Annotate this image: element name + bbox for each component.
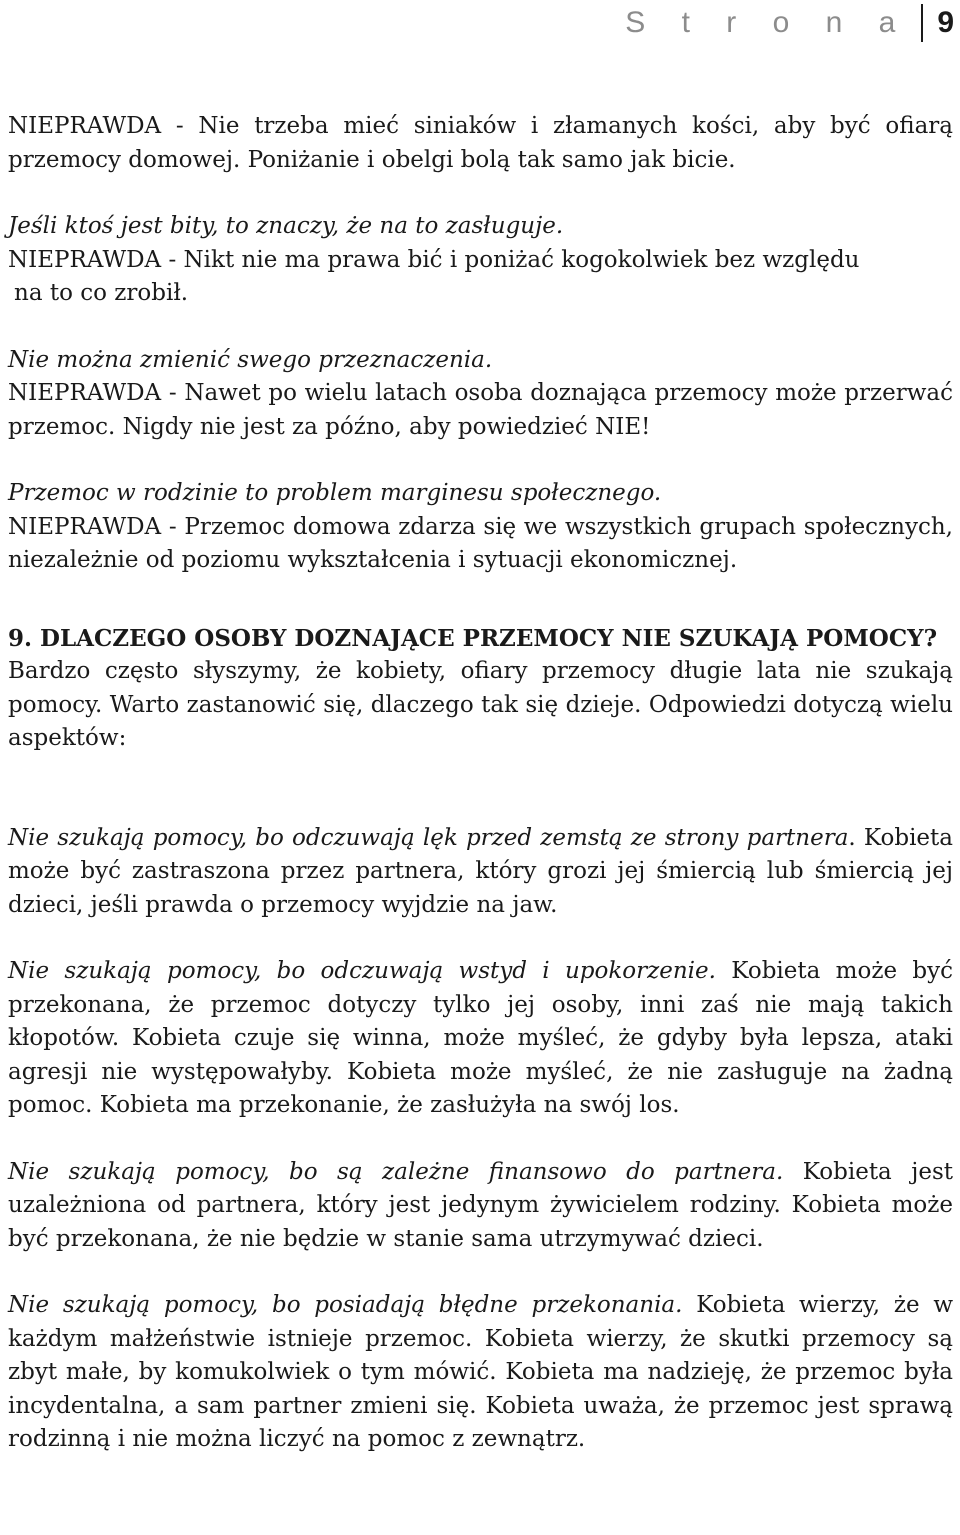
reason-paragraph-fear: [8, 822, 953, 923]
myth-statement: Przemoc w rodzinie to problem marginesu społecznego.: [8, 480, 662, 506]
reason-text: Kobieta jest uzależniona od partnera, który jest jedynym żywicielem rodziny. Kobieta może być przekonana, że nie będzie w stanie sama utrzymywać dzieci.: [8, 1158, 954, 1252]
paragraph-myth-2: [8, 210, 953, 311]
myth-statement: Nie można zmienić swego przeznaczenia.: [8, 346, 493, 373]
reason-lead: Nie szukają pomocy, bo odczuwają lęk przed zemstą ze strony partnera: [8, 824, 849, 851]
truth-statement: NIEPRAWDA - Przemoc domowa zdarza się we wszystkich grupach społecznych, niezależnie od poziomu wykształcenia i sytuacji ekonomicznej.: [8, 513, 953, 573]
myth-statement: Jeśli ktoś jest bity, to znaczy, że na to zasługuje.: [8, 213, 564, 239]
truth-statement: NIEPRAWDA - Nawet po wielu latach osoba doznająca przemocy może przerwać przemoc. Nigdy nie jest za późno, aby powiedzieć NIE!: [8, 380, 953, 440]
reason-lead: Nie szukają pomocy, bo posiadają błędne przekonania.: [8, 1292, 683, 1318]
reason-paragraph-financial: [8, 1156, 953, 1257]
reason-lead: Nie szukają pomocy, bo odczuwają wstyd i upokorzenie.: [8, 958, 716, 984]
truth-statement: NIEPRAWDA - Nikt nie ma prawa bić i poniżać kogokolwiek bez względu: [8, 246, 860, 273]
header-divider: [921, 4, 923, 42]
reason-paragraph-beliefs: [8, 1289, 953, 1457]
section-intro-paragraph: [8, 622, 953, 756]
document-body: [8, 110, 953, 1490]
page-number: 9: [937, 6, 954, 39]
reason-text: Kobieta wierzy, że w każdym małżeństwie istnieje przemoc. Kobieta wierzy, że skutki przemocy są zbyt małe, by komukolwiek o tym mówić. Kobieta ma nadzieję, że przemoc była incydentalna, a sam partner zmieni się. Kobieta uważa, że przemoc jest sprawą rodzinną i nie można liczyć na pomoc z zewnątrz.: [8, 1292, 953, 1452]
reason-paragraph-shame: [8, 955, 953, 1123]
paragraph-myth-1: [8, 110, 953, 177]
reason-text: . Kobieta może być zastraszona przez partnera, który grozi jej śmiercią lub śmiercią jej dzieci, jeśli prawda o przemocy wyjdzie na jaw.: [8, 824, 953, 918]
page-label: S t r o n a: [625, 6, 910, 39]
section-heading: 9. DLACZEGO OSOBY DOZNAJĄCE PRZEMOCY NIE SZUKAJĄ POMOCY?: [8, 624, 938, 652]
page-header: [625, 2, 954, 44]
truth-statement-continuation: na to co zrobił.: [14, 280, 189, 306]
paragraph-myth-4: [8, 477, 953, 578]
paragraph-myth-3: [8, 344, 953, 445]
section-intro: Bardzo często słyszymy, że kobiety, ofiary przemocy długie lata nie szukają pomocy. Warto zastanowić się, dlaczego tak się dzieje. Odpowiedzi dotyczą wielu aspektów:: [8, 658, 953, 751]
reason-lead: Nie szukają pomocy, bo są zależne finansowo do partnera.: [8, 1158, 784, 1185]
truth-statement: NIEPRAWDA - Nie trzeba mieć siniaków i złamanych kości, aby być ofiarą przemocy domowej. Poniżanie i obelgi bolą tak samo jak bicie.: [8, 113, 953, 173]
reason-text: Kobieta może być przekonana, że przemoc dotyczy tylko jej osoby, inni zaś nie mają takich kłopotów. Kobieta czuje się winna, może myśleć, że gdyby była lepsza, ataki agresji nie występowałyby. Kobieta może myśleć, że nie zasługuje na żadną pomoc. Kobieta ma przekonanie, że zasłużyła na swój los.: [8, 958, 953, 1118]
